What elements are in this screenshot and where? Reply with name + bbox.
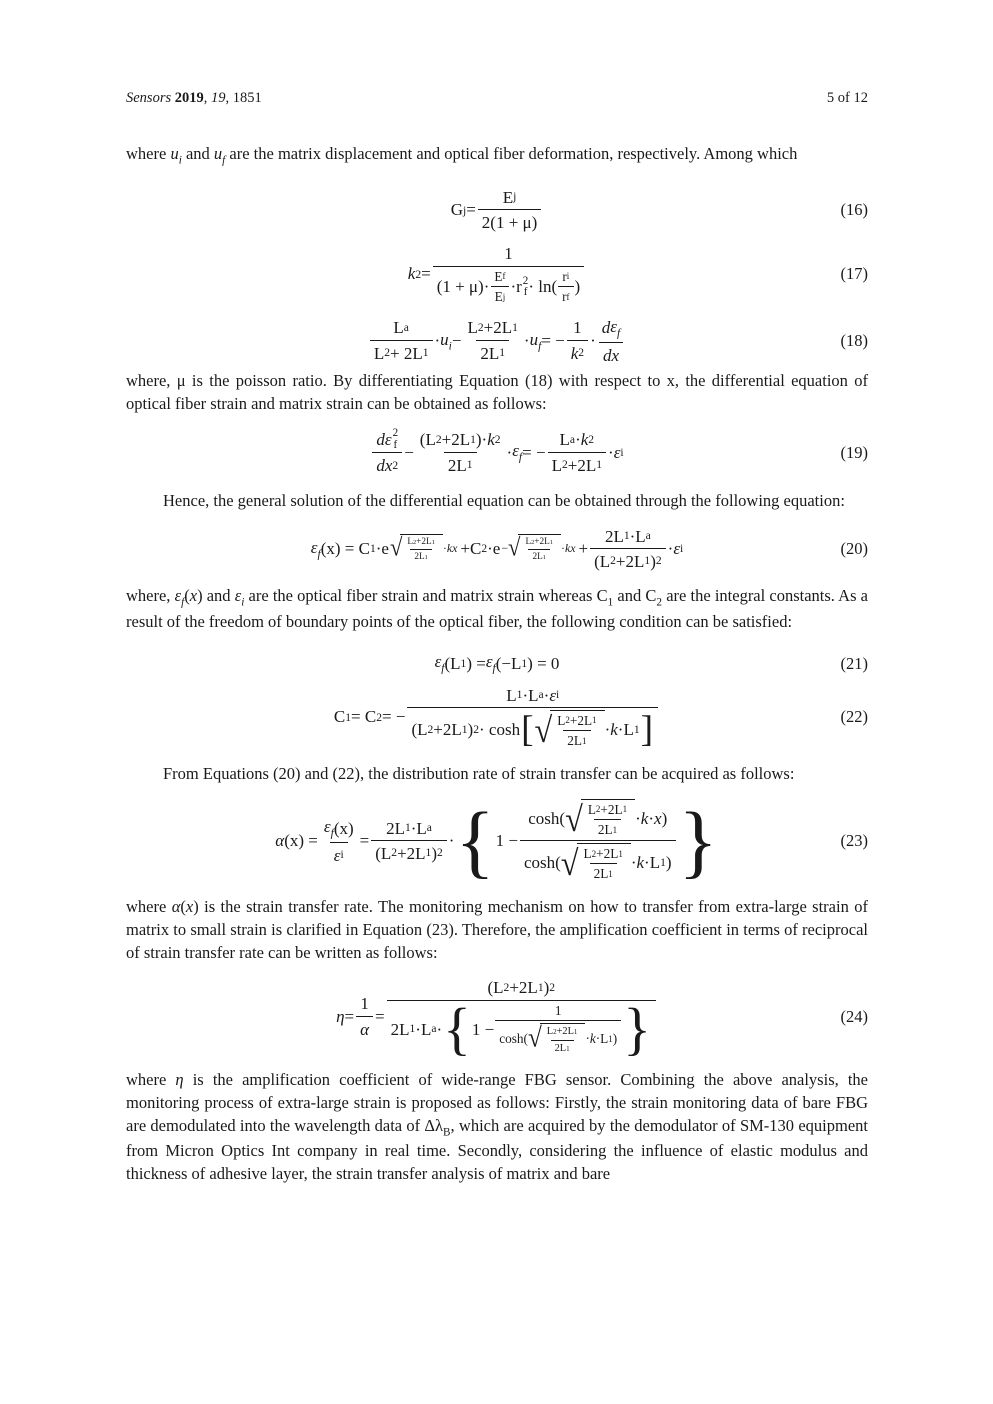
page-number: 5 of 12 [826, 90, 868, 106]
equation-23-body: α (x) = $\varepsilon_f$ (x) ε i = 2L 1 ·L a (L 2 +2L 1 ) 2 · { 1 − cosh( √ L 2 +2L 1 2L 1 · k · x ) cosh( √ L 2 +2L 1 2L 1 · k ·L 1 ) } [275, 794, 718, 886]
equation-17-body: k 2 = 1 (1 + μ)· E f E j ·r 2 f · ln( r i r f ) [126, 243, 868, 305]
equation-16 [126, 187, 868, 234]
equation-21-number: (21) [840, 653, 868, 673]
equation-22-number: (22) [840, 707, 868, 727]
paragraph-hence: Hence, the general solution of the differential equation can be obtained through the following equation: [163, 490, 845, 510]
equation-17-number: (17) [840, 264, 868, 284]
equation-24 [126, 977, 868, 1062]
paragraph-constants: where, $\varepsilon_f(x)$ and $\varepsilon_i$ are the optical fiber strain and matrix strain whereas $C_1$ and $C_2$ are the integral constants. As a result of the freedom of boundary points of the optical fiber, the following condition can be satisfied: [126, 586, 868, 631]
paragraph-from-equations: From Equations (20) and (22), the distribution rate of strain transfer can be acquired as follows: [163, 763, 795, 783]
equation-24-number: (24) [840, 1006, 868, 1026]
equation-21 [126, 647, 868, 681]
equation-23 [126, 794, 868, 886]
equation-21-body: $\varepsilon_f$ (L 1 ) = $\varepsilon_f$ (−L 1 ) = 0 [434, 652, 560, 675]
equation-20-body: $\varepsilon_f$ (x) = C 1 ·e √ L 2 +2L 1 2L 1 · kx +C 2 ·e − √ L 2 +2L 1 2L 1 · kx + 2L 1 ·L a (L 2 +2L 1 ) 2 · ε i [310, 526, 684, 571]
equation-20-number: (20) [840, 538, 868, 558]
journal-citation: Sensors 2019, 19, 1851 [126, 90, 262, 106]
equation-19-number: (19) [840, 442, 868, 462]
paragraph-intro: where $u_i$ and $u_f$ are the matrix displacement and optical fiber deformation, respectively. Among which [126, 144, 798, 167]
equation-18 [126, 316, 868, 366]
paragraph-transfer-rate: where α(x) is the strain transfer rate. The monitoring mechanism on how to transfer from extra-large strain of matrix to small strain is clarified in Equation (23). Therefore, the amplification coefficient in terms of reciprocal of strain transfer rate can be written as follows: [126, 897, 868, 962]
equation-16-body: G j = E j 2(1 + μ) [126, 187, 868, 234]
equation-23-number: (23) [840, 830, 868, 850]
equation-17 [126, 243, 868, 305]
equation-18-number: (18) [840, 330, 868, 350]
equation-22-body: C 1 = C 2 = − L 1 ·L a · ε i (L 2 +2L 1 ) 2 · cosh [ √ L 2 +2L 1 2L 1 · k ·L 1 ] [126, 685, 868, 750]
paragraph-poisson: where, μ is the poisson ratio. By differentiating Equation (18) with respect to x, the differential equation of optical fiber strain and matrix strain can be obtained as follows: [126, 370, 868, 413]
equation-19-body: d ε 2 f dx 2 − (L 2 +2L 1 )· k 2 2L 1 · $\varepsilon_f$ = − L a · k 2 L 2 +2L 1 · ε i [126, 428, 868, 476]
equation-20 [126, 526, 868, 573]
equation-16-number: (16) [840, 200, 868, 220]
equation-18-body: L a L 2 + 2L 1 · $u_i$ − L 2 +2L 1 2L 1 · $u_f$ = − 1 k 2 · d $\varepsilon_f$ dx [126, 316, 868, 366]
paragraph-amplification: where η is the amplification coefficient of wide-range FBG sensor. Combining the above analysis, the monitoring process of extra-large strain is proposed as follows: Firstly, the strain monitoring data of bare FBG are demodulated into the wavelength data of $\Delta\lambda_B$, which are acquired by the demodulator of SM-130 equipment from Micron Optics Int company in real time. Secondly, considering the influence of elastic modulus and thickness of adhesive layer, the strain transfer analysis of matrix and bare [126, 1069, 868, 1184]
equation-24-body: η = $\frac{1}{\alpha}$ = (L 2 +2L 1 ) 2 2L 1 ·L a · { 1 − 1 cosh( √ L 2 +2L 1 2L 1 · k ·L 1 ) } [126, 977, 868, 1056]
equation-19 [126, 428, 868, 476]
page-header [126, 90, 868, 107]
equation-22 [126, 685, 868, 750]
